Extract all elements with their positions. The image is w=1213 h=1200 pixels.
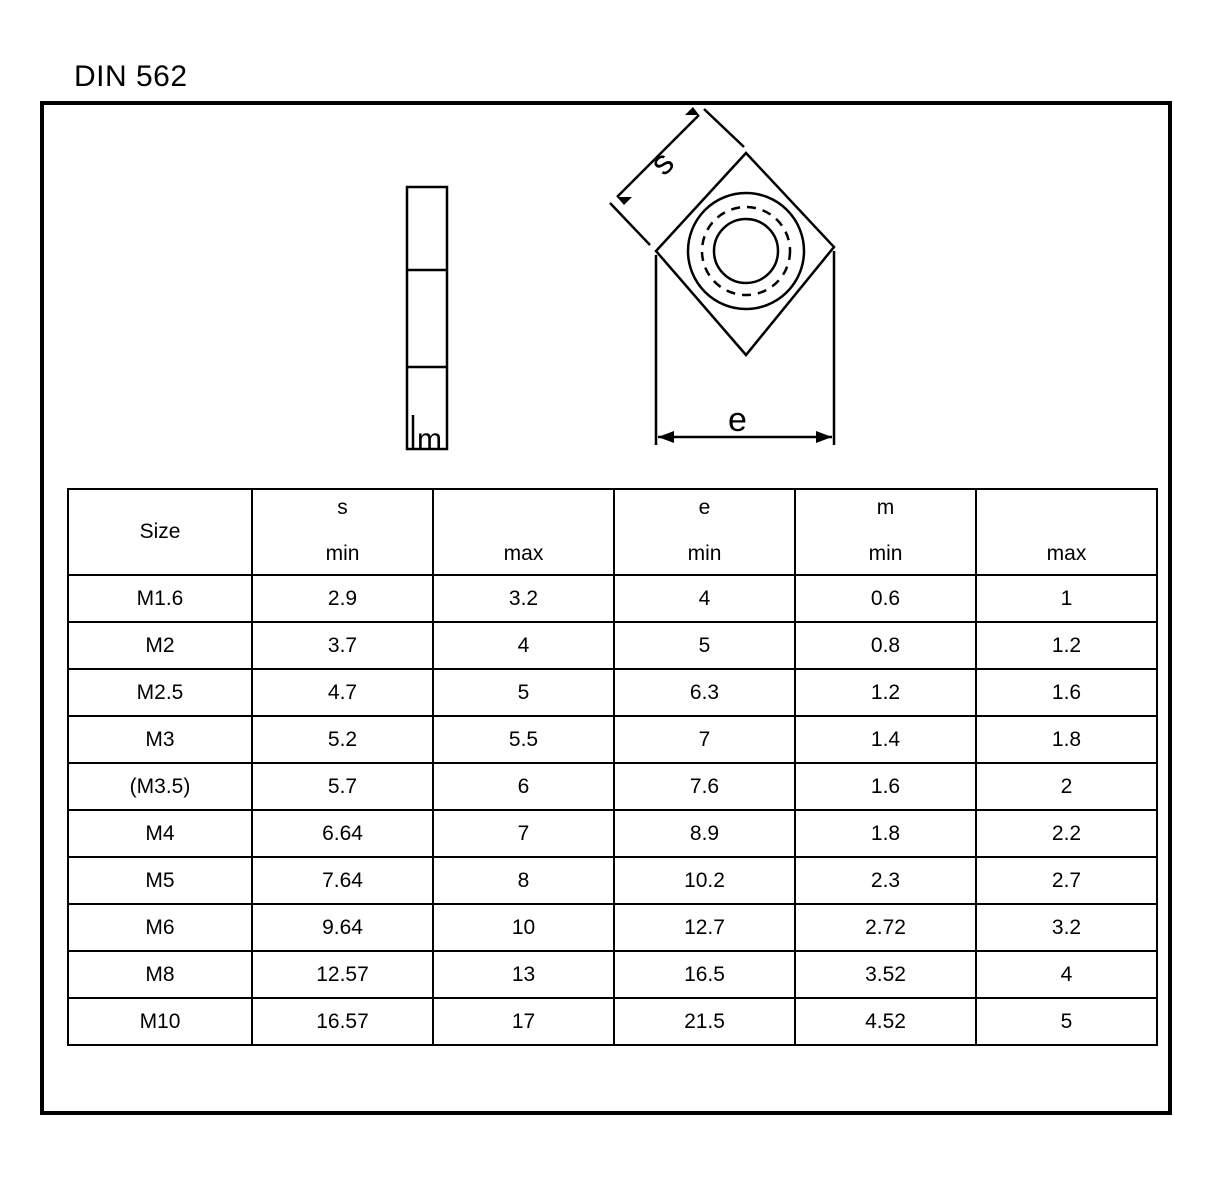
table-row [68,575,1157,622]
table-row [68,810,1157,857]
cell-s-min: 3.7 [252,622,433,669]
dimension-label-e: e [728,401,747,439]
table-row [68,622,1157,669]
table-row [68,998,1157,1045]
header-sub-s-max: max [503,542,544,565]
cell-s-min: 7.64 [252,857,433,904]
cell-m-max: 1.8 [976,716,1157,763]
cell-m-max: 5 [976,998,1157,1045]
cell-m-max: 1.2 [976,622,1157,669]
table-row [68,904,1157,951]
cell-size: M4 [68,810,252,857]
cell-m-max: 4 [976,951,1157,998]
cell-s-max: 3.2 [433,575,614,622]
table-row [68,716,1157,763]
cell-m-min: 1.4 [795,716,976,763]
cell-m-min: 0.8 [795,622,976,669]
dimension-label-m: m [417,423,442,456]
cell-e-min: 10.2 [614,857,795,904]
cell-m-max: 1 [976,575,1157,622]
technical-drawing [44,105,1168,485]
page-title: DIN 562 [74,60,188,93]
cell-m-max: 1.6 [976,669,1157,716]
cell-m-min: 0.6 [795,575,976,622]
cell-s-min: 9.64 [252,904,433,951]
cell-m-max: 2.2 [976,810,1157,857]
table-row [68,951,1157,998]
cell-e-min: 7.6 [614,763,795,810]
cell-size: (M3.5) [68,763,252,810]
table-header [68,489,1157,575]
header-sub-m-min: min [868,542,903,565]
header-s-min [252,489,433,575]
header-group-e: e [698,496,711,519]
cell-size: M3 [68,716,252,763]
cell-s-min: 6.64 [252,810,433,857]
cell-e-min: 16.5 [614,951,795,998]
cell-size: M2 [68,622,252,669]
cell-m-min: 3.52 [795,951,976,998]
cell-m-min: 1.6 [795,763,976,810]
cell-size: M5 [68,857,252,904]
cell-s-max: 13 [433,951,614,998]
cell-e-min: 4 [614,575,795,622]
dimension-label-s: s [642,143,682,183]
cell-s-max: 10 [433,904,614,951]
cell-size: M1.6 [68,575,252,622]
header-sub-s-min: min [325,542,360,565]
cell-e-min: 21.5 [614,998,795,1045]
cell-size: M6 [68,904,252,951]
table-row [68,763,1157,810]
cell-s-max: 17 [433,998,614,1045]
cell-m-max: 2.7 [976,857,1157,904]
table-row [68,669,1157,716]
header-sub-m-max: max [1046,542,1087,565]
header-size: Size [68,489,252,575]
cell-m-min: 1.2 [795,669,976,716]
cell-s-min: 5.7 [252,763,433,810]
dimension-table [67,488,1158,1046]
cell-m-min: 2.3 [795,857,976,904]
cell-s-min: 2.9 [252,575,433,622]
cell-s-min: 12.57 [252,951,433,998]
cell-m-min: 2.72 [795,904,976,951]
cell-s-min: 5.2 [252,716,433,763]
cell-m-max: 2 [976,763,1157,810]
header-s-max [433,489,614,575]
header-e-min [614,489,795,575]
cell-s-max: 7 [433,810,614,857]
cell-s-min: 16.57 [252,998,433,1045]
cell-e-min: 8.9 [614,810,795,857]
cell-e-min: 7 [614,716,795,763]
cell-size: M8 [68,951,252,998]
cell-s-max: 5.5 [433,716,614,763]
table-row [68,857,1157,904]
cell-size: M10 [68,998,252,1045]
header-sub-e-min: min [687,542,722,565]
cell-e-min: 12.7 [614,904,795,951]
cell-size: M2.5 [68,669,252,716]
header-group-m: m [876,496,895,519]
cell-s-max: 4 [433,622,614,669]
cell-m-min: 1.8 [795,810,976,857]
header-group-s: s [337,496,348,519]
cell-s-min: 4.7 [252,669,433,716]
header-m-max [976,489,1157,575]
table-body [68,575,1157,1045]
header-m-min [795,489,976,575]
cell-s-max: 6 [433,763,614,810]
cell-e-min: 6.3 [614,669,795,716]
cell-m-max: 3.2 [976,904,1157,951]
cell-m-min: 4.52 [795,998,976,1045]
cell-e-min: 5 [614,622,795,669]
cell-s-max: 8 [433,857,614,904]
cell-s-max: 5 [433,669,614,716]
